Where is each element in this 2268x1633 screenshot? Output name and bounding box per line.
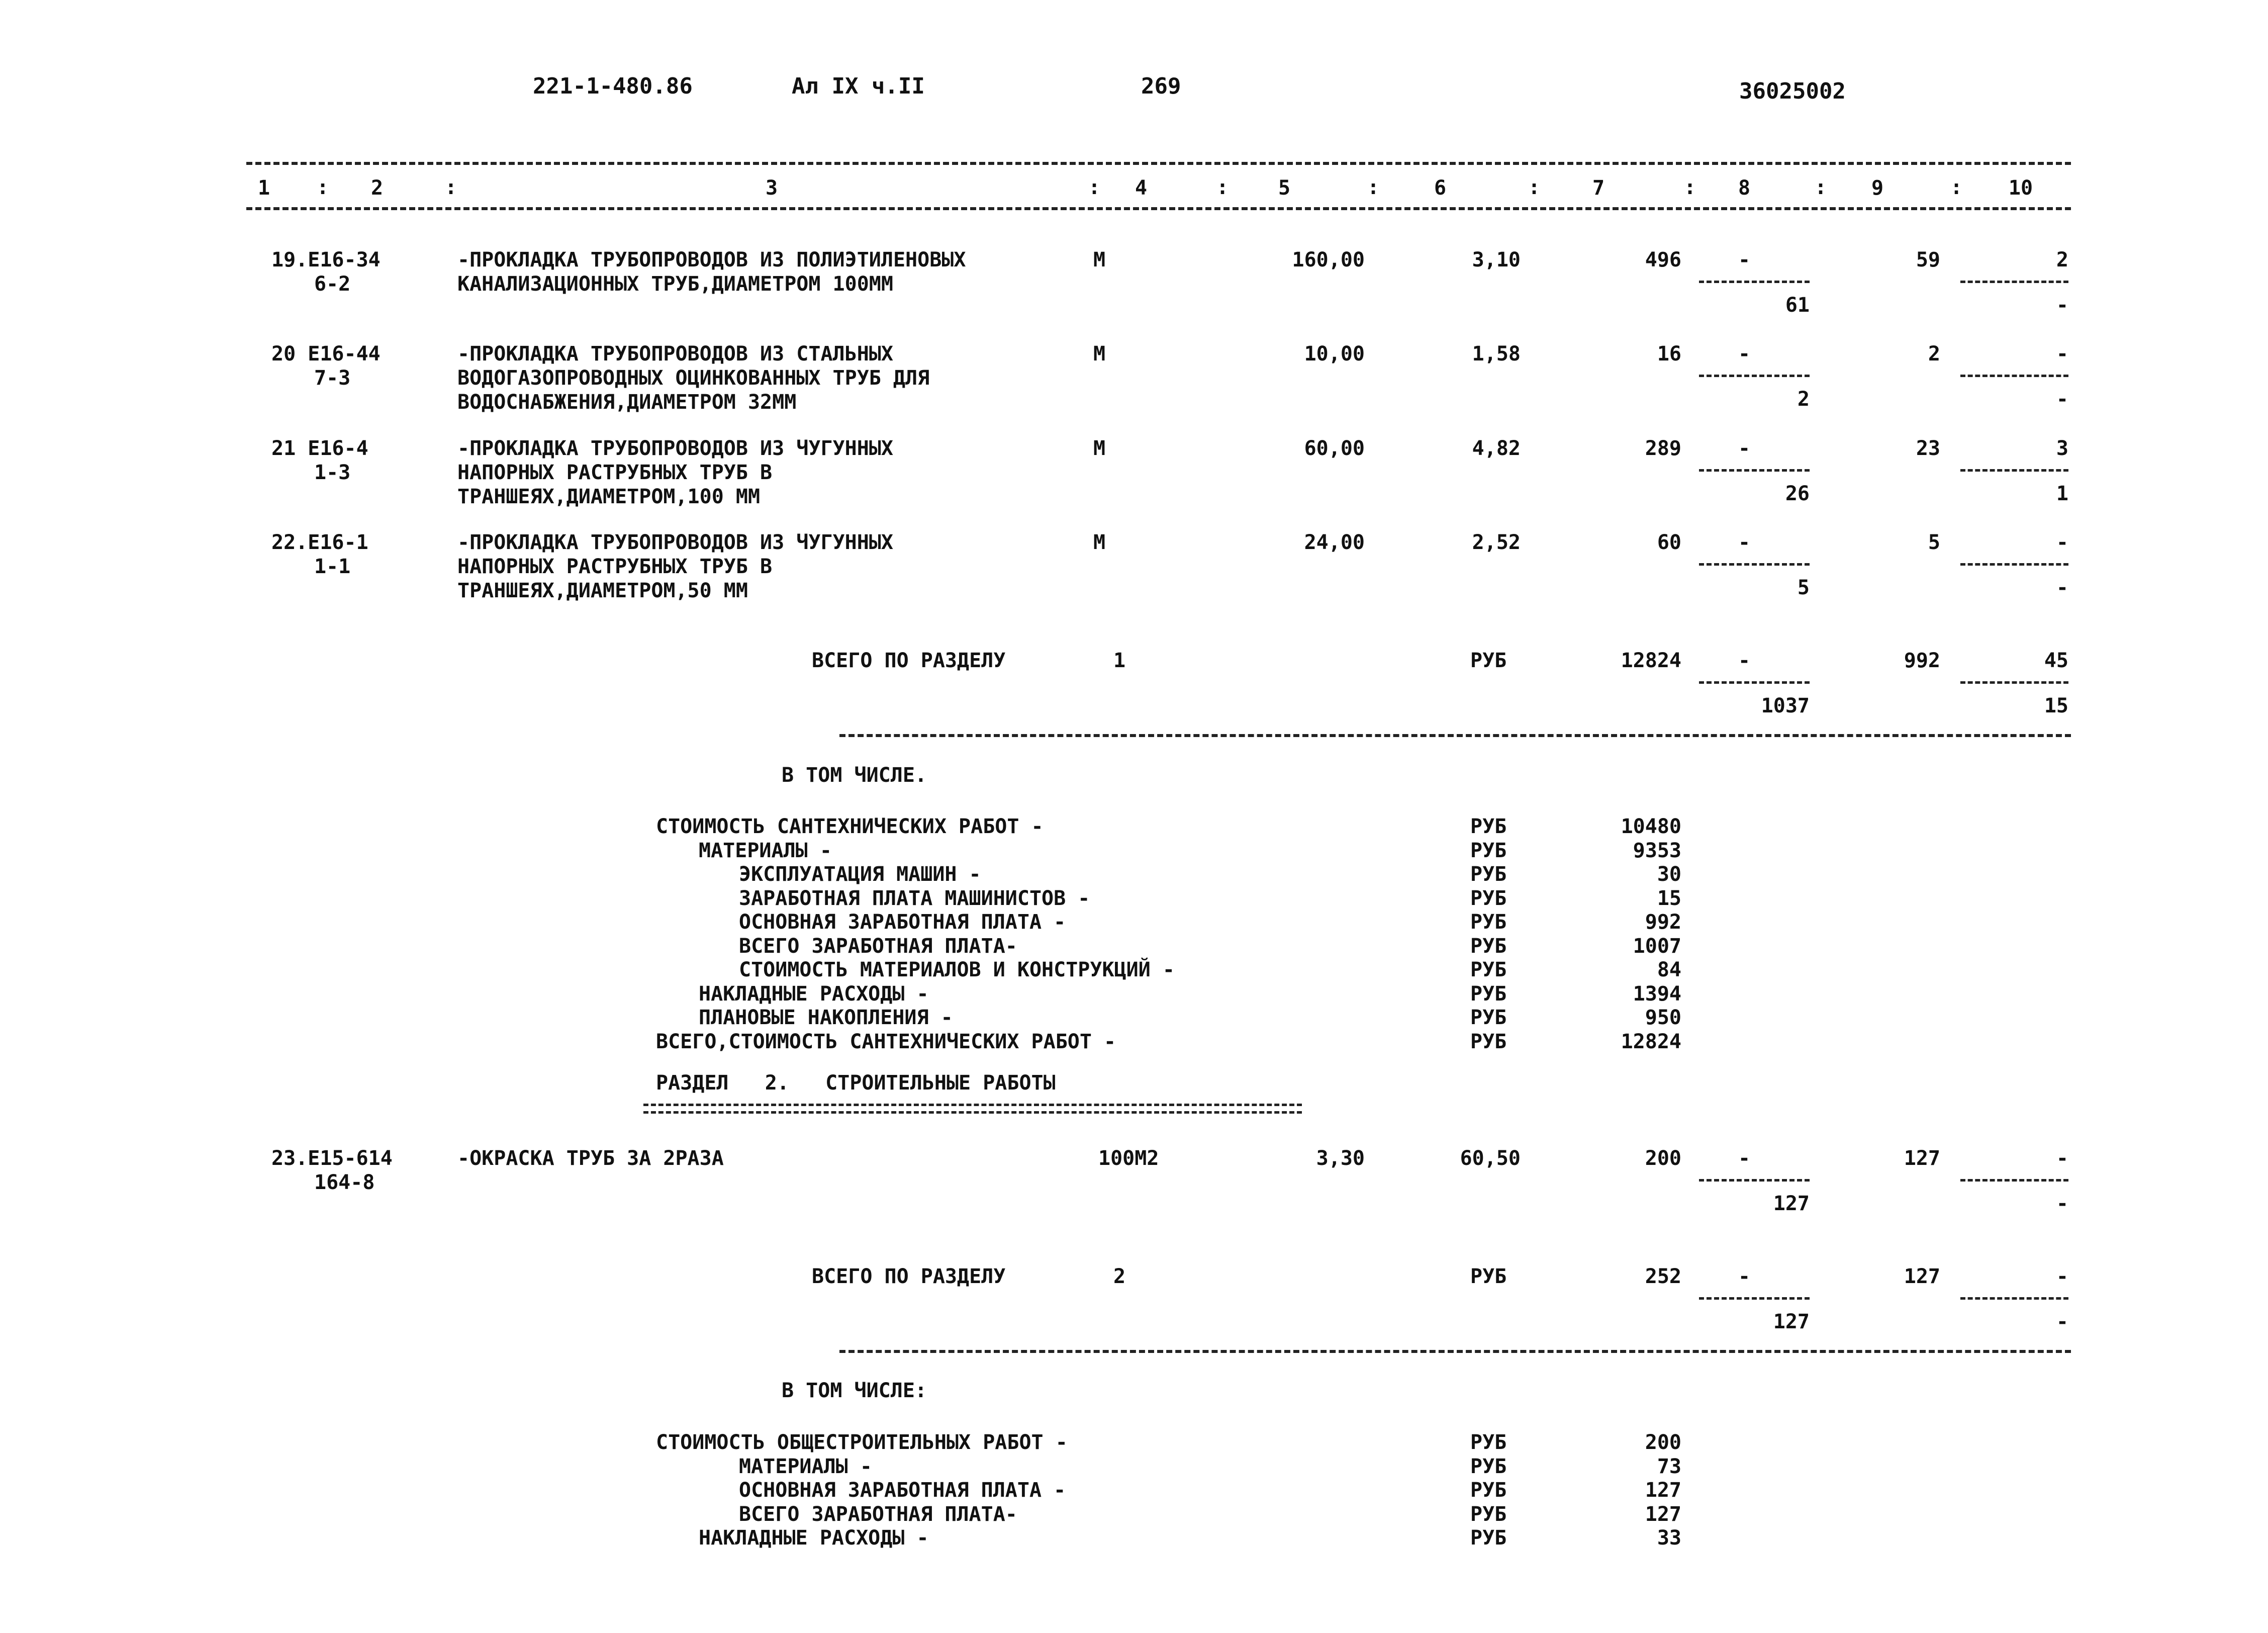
total-col8-bottom: 127	[1773, 1310, 1810, 1333]
section1-total-rule	[839, 734, 2071, 737]
row-description: -ПРОКЛАДКА ТРУБОПРОВОДОВ ИЗ ПОЛИЭТИЛЕНОВЫХ	[457, 248, 966, 271]
breakdown-unit: РУБ	[1470, 1431, 1507, 1454]
row-code: 1-3	[314, 461, 351, 484]
row-unit: М	[1093, 342, 1106, 366]
breakdown-unit: РУБ	[1470, 1455, 1507, 1478]
column-separator: :	[1088, 176, 1101, 199]
row-col8-bottom: 61	[1785, 294, 1810, 317]
total-section-number: 2	[1113, 1265, 1126, 1288]
row-unit: М	[1093, 531, 1106, 554]
section2-heading: РАЗДЕЛ 2. СТРОИТЕЛЬНЫЕ РАБОТЫ	[656, 1071, 1056, 1095]
doc-code: 221-1-480.86	[533, 73, 693, 99]
total-col9: 992	[1904, 649, 1940, 672]
breakdown-label: ВСЕГО,СТОИМОСТЬ САНТЕХНИЧЕСКИХ РАБОТ -	[656, 1030, 1116, 1053]
row-col10-top: 3	[2056, 437, 2068, 460]
breakdown-unit: РУБ	[1470, 911, 1507, 934]
breakdown-unit: РУБ	[1470, 886, 1507, 910]
breakdown-unit: РУБ	[1470, 863, 1507, 886]
row-col9: 2	[1928, 342, 1940, 366]
row-quantity: 60,00	[1304, 437, 1365, 460]
column-separator: :	[1367, 176, 1380, 199]
breakdown-value: 1007	[1633, 934, 1681, 958]
breakdown-label: СТОИМОСТЬ ОБЩЕСТРОИТЕЛЬНЫХ РАБОТ -	[656, 1431, 1068, 1454]
row-col10-bottom: 1	[2056, 482, 2068, 505]
breakdown-value: 12824	[1621, 1030, 1681, 1053]
breakdown-label: МАТЕРИАЛЫ -	[739, 1455, 872, 1478]
breakdown-label: НАКЛАДНЫЕ РАСХОДЫ -	[699, 982, 929, 1006]
breakdown-unit: РУБ	[1470, 958, 1507, 981]
column-number: 10	[2008, 176, 2033, 200]
row-description: ВОДОГАЗОПРОВОДНЫХ ОЦИНКОВАННЫХ ТРУБ ДЛЯ	[457, 367, 930, 390]
breakdown-value: 33	[1657, 1526, 1681, 1550]
breakdown-value: 200	[1645, 1431, 1681, 1454]
row-description: -ПРОКЛАДКА ТРУБОПРОВОДОВ ИЗ ЧУГУННЫХ	[457, 437, 893, 460]
row-col10-bottom: -	[2056, 294, 2068, 317]
row-col8-rule	[1699, 281, 1810, 283]
total-col8-top: -	[1738, 649, 1751, 672]
row-col8-top: -	[1738, 531, 1751, 554]
breakdown-unit: РУБ	[1470, 1502, 1507, 1526]
breakdown-label: ЗАРАБОТНАЯ ПЛАТА МАШИНИСТОВ -	[739, 886, 1090, 910]
column-separator: :	[1528, 176, 1541, 199]
section2-heading-rule-2	[643, 1111, 1302, 1114]
row-price: 4,82	[1472, 437, 1521, 460]
section1-breakdown-heading: В ТОМ ЧИСЛЕ.	[782, 764, 927, 787]
column-separator: :	[1216, 176, 1229, 199]
breakdown-value: 992	[1645, 911, 1681, 934]
row-col8-top: -	[1738, 342, 1751, 366]
section2-breakdown-heading: В ТОМ ЧИСЛЕ:	[782, 1379, 927, 1402]
total-col10-rule	[1960, 1297, 2068, 1300]
breakdown-value: 84	[1657, 958, 1681, 981]
row-col8-rule	[1699, 469, 1810, 472]
row-code: 164-8	[314, 1171, 375, 1194]
row-col8-rule	[1699, 1179, 1810, 1182]
row-number: 21 Е16-4	[271, 437, 368, 460]
column-number: 7	[1592, 176, 1605, 200]
breakdown-unit: РУБ	[1470, 839, 1507, 862]
row-col10-bottom: -	[2056, 1192, 2068, 1215]
total-col8-bottom: 1037	[1761, 694, 1810, 717]
breakdown-value: 9353	[1633, 839, 1681, 862]
row-price: 3,10	[1472, 248, 1521, 271]
breakdown-value: 950	[1645, 1006, 1681, 1029]
row-col8-bottom: 5	[1797, 576, 1810, 599]
row-col8-bottom: 127	[1773, 1192, 1810, 1215]
row-col10-top: 2	[2056, 248, 2068, 271]
total-col8-rule	[1699, 1297, 1810, 1300]
row-col8-top: -	[1738, 248, 1751, 271]
total-col8-top: -	[1738, 1265, 1751, 1288]
column-separator: :	[1815, 176, 1827, 199]
breakdown-label: СТОИМОСТЬ САНТЕХНИЧЕСКИХ РАБОТ -	[656, 815, 1044, 838]
row-description: ТРАНШЕЯХ,ДИАМЕТРОМ,100 ММ	[457, 485, 761, 508]
row-price: 2,52	[1472, 531, 1521, 554]
column-separator: :	[1950, 176, 1963, 199]
row-col10-rule	[1960, 375, 2068, 377]
breakdown-label: МАТЕРИАЛЫ -	[699, 839, 832, 862]
total-amount: 12824	[1621, 649, 1681, 672]
breakdown-value: 30	[1657, 863, 1681, 886]
row-col9: 23	[1916, 437, 1940, 460]
row-col9: 59	[1916, 248, 1940, 271]
row-col8-top: -	[1738, 437, 1751, 460]
breakdown-value: 10480	[1621, 815, 1681, 838]
row-code: 1-1	[314, 555, 351, 578]
breakdown-unit: РУБ	[1470, 982, 1507, 1006]
total-label: ВСЕГО ПО РАЗДЕЛУ	[812, 649, 1006, 672]
total-amount: 252	[1645, 1265, 1681, 1288]
row-quantity: 3,30	[1316, 1147, 1365, 1170]
breakdown-unit: РУБ	[1470, 1006, 1507, 1029]
table-top-rule	[246, 162, 2071, 165]
breakdown-label: ПЛАНОВЫЕ НАКОПЛЕНИЯ -	[699, 1006, 953, 1029]
row-unit: М	[1093, 248, 1106, 271]
breakdown-label: ВСЕГО ЗАРАБОТНАЯ ПЛАТА-	[739, 1502, 1017, 1526]
album-label: Ал IX ч.II	[792, 73, 925, 99]
row-description: -ОКРАСКА ТРУБ ЗА 2РАЗА	[457, 1147, 724, 1170]
row-number: 22.Е16-1	[271, 531, 368, 554]
breakdown-value: 127	[1645, 1502, 1681, 1526]
column-separator: :	[1684, 176, 1696, 199]
row-col10-rule	[1960, 1179, 2068, 1182]
row-unit: М	[1093, 437, 1106, 460]
total-col9: 127	[1904, 1265, 1940, 1288]
total-col10-top: 45	[2044, 649, 2068, 672]
row-description: -ПРОКЛАДКА ТРУБОПРОВОДОВ ИЗ ЧУГУННЫХ	[457, 531, 893, 554]
row-number: 20 Е16-44	[271, 342, 381, 366]
column-separator: :	[317, 176, 329, 199]
total-col10-top: -	[2056, 1265, 2068, 1288]
total-unit: РУБ	[1470, 1265, 1507, 1288]
row-price: 60,50	[1460, 1147, 1521, 1170]
row-total: 16	[1657, 342, 1681, 366]
total-label: ВСЕГО ПО РАЗДЕЛУ	[812, 1265, 1006, 1288]
row-description: -ПРОКЛАДКА ТРУБОПРОВОДОВ ИЗ СТАЛЬНЫХ	[457, 342, 893, 366]
page-number: 269	[1141, 73, 1181, 99]
row-col10-rule	[1960, 281, 2068, 283]
breakdown-unit: РУБ	[1470, 815, 1507, 838]
row-col10-rule	[1960, 563, 2068, 566]
row-col10-top: -	[2056, 531, 2068, 554]
row-col10-bottom: -	[2056, 388, 2068, 411]
row-col8-rule	[1699, 563, 1810, 566]
row-col9: 5	[1928, 531, 1940, 554]
row-col10-top: -	[2056, 1147, 2068, 1170]
column-number: 8	[1738, 176, 1751, 200]
doc-id: 36025002	[1739, 78, 1846, 104]
column-number: 6	[1434, 176, 1447, 200]
total-unit: РУБ	[1470, 649, 1507, 672]
column-number: 9	[1871, 176, 1884, 200]
column-separator: :	[445, 176, 457, 199]
total-section-number: 1	[1113, 649, 1126, 672]
row-quantity: 24,00	[1304, 531, 1365, 554]
row-code: 6-2	[314, 273, 351, 296]
row-unit: 100М2	[1098, 1147, 1159, 1170]
column-number: 2	[370, 176, 384, 200]
row-price: 1,58	[1472, 342, 1521, 366]
row-total: 60	[1657, 531, 1681, 554]
row-description: ТРАНШЕЯХ,ДИАМЕТРОМ,50 ММ	[457, 579, 748, 602]
breakdown-value: 127	[1645, 1479, 1681, 1502]
breakdown-unit: РУБ	[1470, 1030, 1507, 1053]
section2-total-rule	[839, 1350, 2071, 1353]
breakdown-label: СТОИМОСТЬ МАТЕРИАЛОВ И КОНСТРУКЦИЙ -	[739, 958, 1175, 981]
row-col8-top: -	[1738, 1147, 1751, 1170]
row-code: 7-3	[314, 367, 351, 390]
row-description: НАПОРНЫХ РАСТРУБНЫХ ТРУБ В	[457, 555, 773, 578]
row-col10-rule	[1960, 469, 2068, 472]
breakdown-value: 1394	[1633, 982, 1681, 1006]
breakdown-label: ЭКСПЛУАТАЦИЯ МАШИН -	[739, 863, 981, 886]
row-description: ВОДОСНАБЖЕНИЯ,ДИАМЕТРОМ 32ММ	[457, 391, 797, 414]
breakdown-label: ОСНОВНАЯ ЗАРАБОТНАЯ ПЛАТА -	[739, 1479, 1066, 1502]
row-col8-rule	[1699, 375, 1810, 377]
column-number: 1	[257, 176, 270, 200]
breakdown-unit: РУБ	[1470, 1479, 1507, 1502]
row-col8-bottom: 26	[1785, 482, 1810, 505]
row-col10-bottom: -	[2056, 576, 2068, 599]
column-number: 3	[765, 176, 778, 200]
row-description: КАНАЛИЗАЦИОННЫХ ТРУБ,ДИАМЕТРОМ 100ММ	[457, 273, 893, 296]
column-number: 4	[1135, 176, 1148, 200]
breakdown-label: ВСЕГО ЗАРАБОТНАЯ ПЛАТА-	[739, 934, 1017, 958]
row-number: 23.Е15-614	[271, 1147, 393, 1170]
row-description: НАПОРНЫХ РАСТРУБНЫХ ТРУБ В	[457, 461, 773, 484]
row-col10-top: -	[2056, 342, 2068, 366]
table-header-rule	[246, 207, 2071, 210]
row-quantity: 160,00	[1292, 248, 1365, 271]
breakdown-value: 73	[1657, 1455, 1681, 1478]
breakdown-unit: РУБ	[1470, 934, 1507, 958]
breakdown-label: НАКЛАДНЫЕ РАСХОДЫ -	[699, 1526, 929, 1550]
row-quantity: 10,00	[1304, 342, 1365, 366]
total-col10-bottom: -	[2056, 1310, 2068, 1333]
total-col8-rule	[1699, 681, 1810, 684]
section2-heading-rule-1	[643, 1104, 1302, 1106]
row-col8-bottom: 2	[1797, 388, 1810, 411]
column-number: 5	[1278, 176, 1291, 200]
breakdown-unit: РУБ	[1470, 1526, 1507, 1550]
breakdown-value: 15	[1657, 886, 1681, 910]
row-total: 496	[1645, 248, 1681, 271]
total-col10-rule	[1960, 681, 2068, 684]
breakdown-label: ОСНОВНАЯ ЗАРАБОТНАЯ ПЛАТА -	[739, 911, 1066, 934]
row-number: 19.Е16-34	[271, 248, 381, 271]
row-col9: 127	[1904, 1147, 1940, 1170]
row-total: 289	[1645, 437, 1681, 460]
total-col10-bottom: 15	[2044, 694, 2068, 717]
row-total: 200	[1645, 1147, 1681, 1170]
